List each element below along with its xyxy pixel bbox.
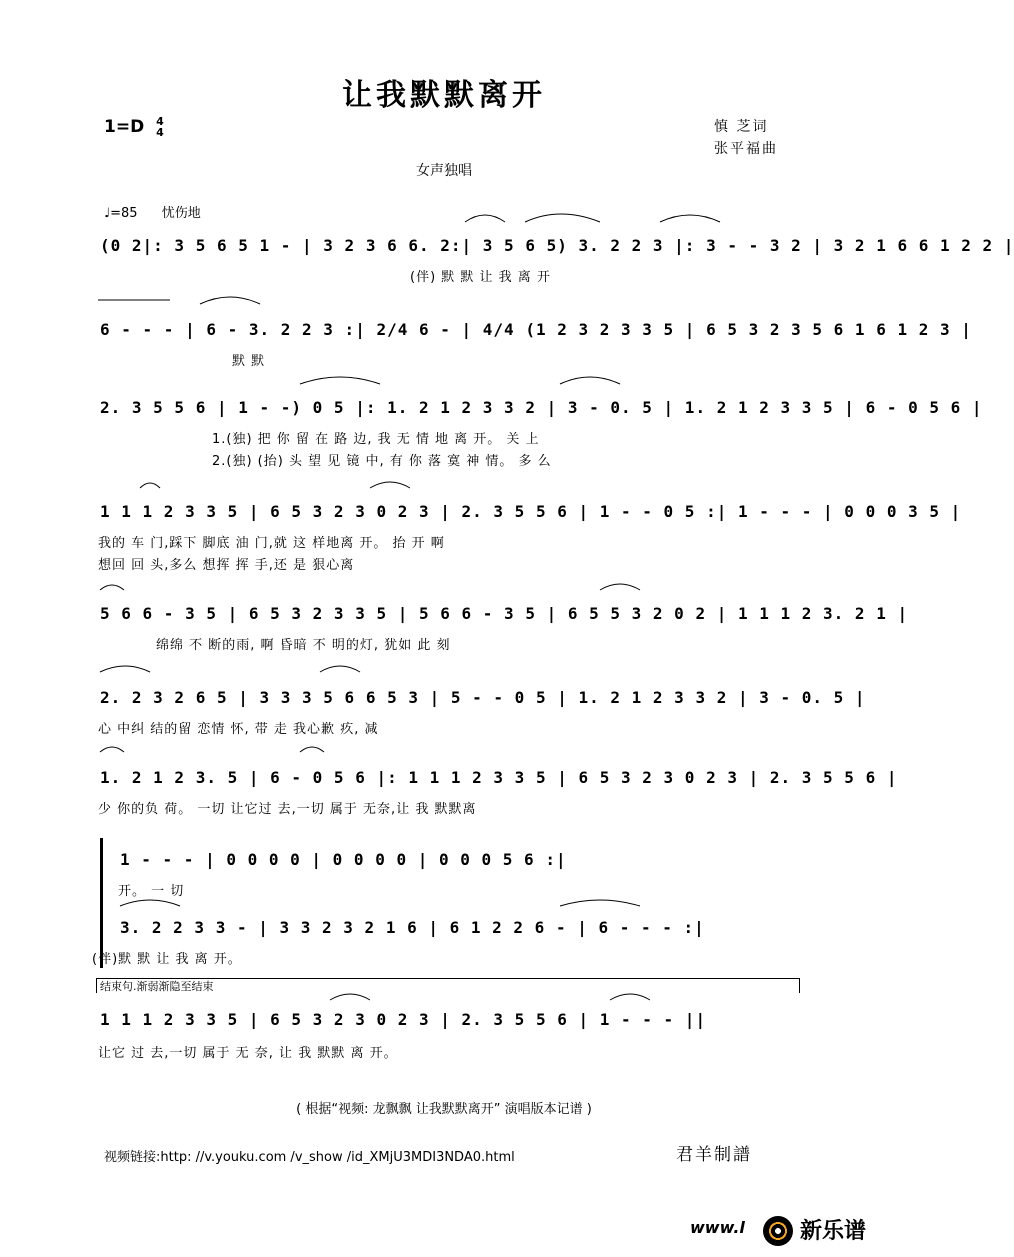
watermark-url: www.l: [690, 1218, 745, 1237]
system-8-notes: 1 - - - | 0 0 0 0 | 0 0 0 0 | 0 0 0 5 6 :|: [120, 850, 567, 869]
system-2-notes: 6 - - - | 6 - 3. 2 2 3 :| 2/4 6 - | 4/4 (1 2 3 2 3 3 5 | 6 5 3 2 3 5 6 1 6 1 2 3 |: [100, 320, 972, 339]
system-5-notes: 5 6 6 - 3 5 | 6 5 3 2 3 3 5 | 5 6 6 - 3 5 | 6 5 5 3 2 0 2 | 1 1 1 2 3. 2 1 |: [100, 604, 909, 623]
system-8-lyrics: 开。 一 切: [118, 884, 185, 899]
transcriber-signature: 君羊制譜: [676, 1145, 752, 1165]
system-5-lyrics: 绵绵 不 断的雨, 啊 昏暗 不 明的灯, 犹如 此 刻: [156, 638, 451, 653]
system-3-notes: 2. 3 5 5 6 | 1 - -) 0 5 |: 1. 2 1 2 3 3 2 | 3 - 0. 5 | 1. 2 1 2 3 3 5 | 6 - 0 5 6 |: [100, 398, 983, 417]
system-10-notes: 1 1 1 2 3 3 5 | 6 5 3 2 3 0 2 3 | 2. 3 5 5 6 | 1 - - - ||: [100, 1010, 707, 1029]
system-3-lyrics-verse-2: 2.(独) (抬) 头 望 见 镜 中, 有 你 落 寞 神 情。 多 么: [212, 454, 552, 469]
performance-type: 女声独唱: [416, 163, 472, 179]
expression: 忧伤地: [161, 206, 201, 221]
coda-note: 结束句.渐弱渐隐至结束: [100, 980, 214, 993]
system-7-notes: 1. 2 1 2 3. 5 | 6 - 0 5 6 |: 1 1 1 2 3 3 5 | 6 5 3 2 3 0 2 3 | 2. 3 5 5 6 |: [100, 768, 898, 787]
system-4-notes: 1 1 1 2 3 3 5 | 6 5 3 2 3 0 2 3 | 2. 3 5 5 6 | 1 - - 0 5 :| 1 - - - | 0 0 0 3 5 |: [100, 502, 962, 521]
page-title: 让我默默离开: [342, 78, 546, 113]
system-1-lyrics: (伴) 默 默 让 我 离 开: [410, 270, 551, 285]
system-6-lyrics: 心 中纠 结的留 恋情 怀, 带 走 我心歉 疚, 减: [98, 722, 379, 737]
system-4-lyrics-verse-2: 想回 回 头,多么 想挥 挥 手,还 是 狠心离: [98, 558, 355, 573]
metronome: ♩=85: [104, 206, 138, 221]
key-label: 1=D: [104, 117, 145, 137]
watermark-brand: 新乐谱: [800, 1219, 867, 1244]
system-2-lyrics: 默 默: [232, 354, 266, 369]
system-9-notes: 3. 2 2 3 3 - | 3 3 2 3 2 1 6 | 6 1 2 2 6 - | 6 - - - :|: [120, 918, 705, 937]
system-3-lyrics-verse-1: 1.(独) 把 你 留 在 路 边, 我 无 情 地 离 开。 关 上: [212, 432, 540, 447]
system-4-lyrics-verse-1: 我的 车 门,踩下 脚底 油 门,就 这 样地离 开。 抬 开 啊: [98, 536, 445, 551]
system-6-notes: 2. 2 3 2 6 5 | 3 3 3 5 6 6 5 3 | 5 - - 0 5 | 1. 2 1 2 3 3 2 | 3 - 0. 5 |: [100, 688, 866, 707]
source-note: ( 根据“视频: 龙飘飘 让我默默离开” 演唱版本记谱 ): [296, 1102, 592, 1117]
lyricist: 慎 芝词: [714, 119, 769, 135]
system-7-lyrics: 少 你的负 荷。 一切 让它过 去,一切 属于 无奈,让 我 默默离: [98, 802, 477, 817]
system-10-lyrics: 让它 过 去,一切 属于 无 奈, 让 我 默默 离 开。: [98, 1046, 398, 1061]
video-link[interactable]: 视频链接:http: //v.youku.com /v_show /id_XMjU3MDI3NDA0.html: [104, 1150, 515, 1165]
system-9-lyrics: (伴)默 默 让 我 离 开。: [92, 952, 242, 967]
composer: 张平福曲: [714, 141, 778, 157]
time-signature: 4 4: [156, 115, 164, 139]
system-1-notes: (0 2|: 3 5 6 5 1 - | 3 2 3 6 6. 2:| 3 5 6 5) 3. 2 2 3 |: 3 - - 3 2 | 3 2 1 6 6 1 2 2 |: [100, 236, 1014, 255]
